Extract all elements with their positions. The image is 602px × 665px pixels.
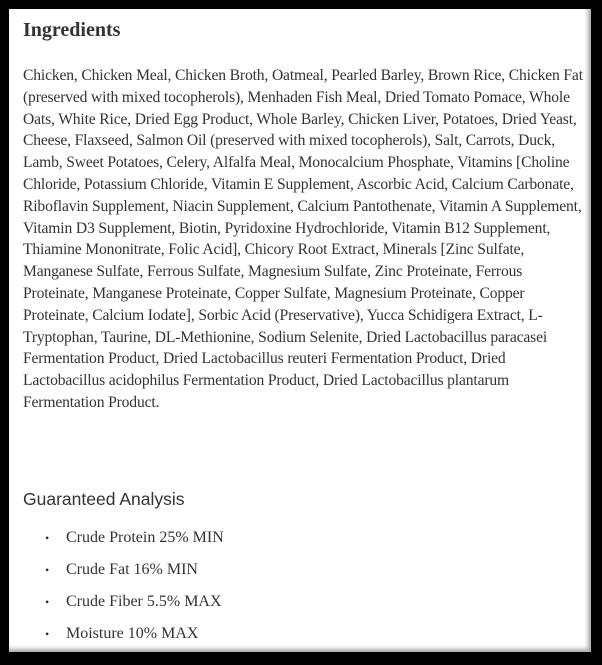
analysis-value: Crude Fat 16% MIN [66,561,198,578]
bullet-icon: • [45,627,50,641]
bullet-icon: • [45,595,50,609]
list-item [23,560,224,592]
guaranteed-analysis-list [23,528,224,656]
analysis-value: Crude Fiber 5.5% MAX [66,593,222,610]
ingredients-panel [9,9,591,652]
list-item [23,624,224,656]
ingredients-heading: Ingredients [23,19,121,41]
guaranteed-analysis-heading: Guaranteed Analysis [23,489,185,509]
list-item [23,528,224,560]
list-item [23,592,224,624]
ingredients-text: Chicken, Chicken Meal, Chicken Broth, Oatmeal, Pearled Barley, Brown Rice, Chicken Fat (preserved with mixed tocopherols), Menhaden Fish Meal, Dried Tomato Pomace, Whole Oats, White Rice, Dried Egg Product, Whole Barley, Chicken Liver, Potatoes, Dried Yeast, Cheese, Flaxseed, Salmon Oil (preserved with mixed tocopherols), Salt, Carrots, Duck, Lamb, Sweet Potatoes, Celery, Alfalfa Meal, Monocalcium Phosphate, Vitamins [Choline Chloride, Potassium Chloride, Vitamin E Supplement, Ascorbic Acid, Calcium Carbonate, Riboflavin Supplement, Niacin Supplement, Calcium Pantothenate, Vitamin A Supplement, Vitamin D3 Supplement, Biotin, Pyridoxine Hydrochloride, Vitamin B12 Supplement, Thiamine Mononitrate, Folic Acid], Chicory Root Extract, Minerals [Zinc Sulfate, Manganese Sulfate, Ferrous Sulfate, Magnesium Sulfate, Zinc Proteinate, Ferrous Proteinate, Manganese Proteinate, Copper Sulfate, Magnesium Proteinate, Copper Proteinate, Calcium Iodate], Sorbic Acid (Preservative), Yucca Schidigera Extract, L-Tryptophan, Taurine, DL-Methionine, Sodium Selenite, Dried Lactobacillus paracasei Fermentation Product, Dried Lactobacillus reuteri Fermentation Product, Dried Lactobacillus acidophilus Fermentation Product, Dried Lactobacillus plantarum Fermentation Product. [23,67,583,411]
bullet-icon: • [45,531,50,545]
analysis-value: Moisture 10% MAX [66,625,199,642]
bullet-icon: • [45,563,50,577]
analysis-value: Crude Protein 25% MIN [66,529,224,546]
